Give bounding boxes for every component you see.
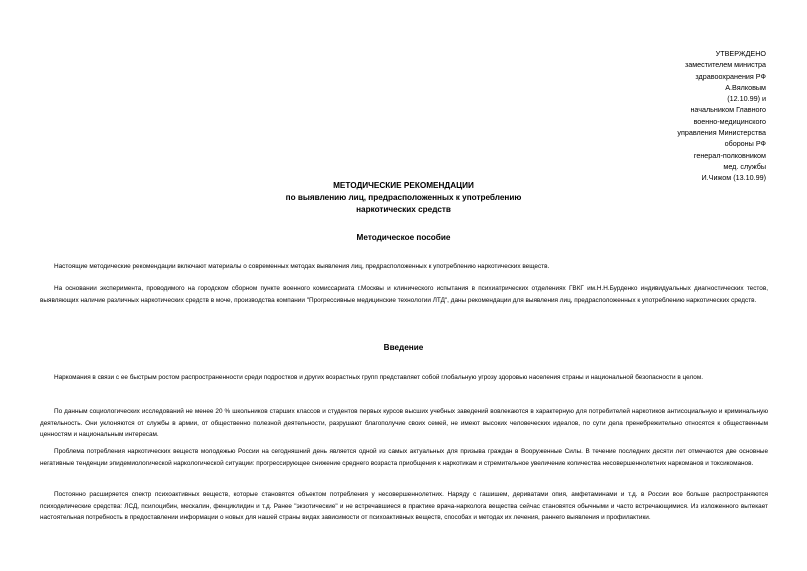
body-paragraph: Постоянно расширяется спектр психоактивных веществ, которые становятся объектом потребления у несовершеннолетних. Наряду с гашишем, дериватами опия, амфетаминами и т.д. в России все больше распространяются психоделические средства: ЛСД, псилоцибин, мескалин, фенциклидин и т.д. Ранее "экзотические" и не встречавшиеся в практике врача-нарколога вещества сейчас становятся обычными и часто встречающимися. Из изложенного вытекает настоятельная потребность в предоставлении информации о новых для нашей страны видах зависимости от психоактивных веществ, способах и методах их лечения, раннего выявления и профилактики.	[40, 491, 768, 521]
title-line: наркотических средств	[356, 205, 451, 214]
approval-line: (12.10.99) и	[727, 94, 766, 104]
approval-line: управления Министерства	[677, 128, 766, 138]
section-heading-introduction: Введение	[383, 343, 424, 352]
approval-line: обороны РФ	[724, 139, 766, 149]
intro-paragraph: На основании эксперимента, проводимого на городском сборном пункте военного комиссариата г.Москвы и клинического испытания в психиатрических отделениях ГВКГ им.Н.Н.Бурденко индивидуальных диагностических тестов, выявляющих наличие различных наркотических средств в моче, производства компании "Прогрессивные медицинские технологии ЛТД", даны рекомендации для выявления лиц, предрасположенных к употреблению наркотических средств.	[40, 285, 768, 304]
approval-line: военно-медицинского	[693, 116, 766, 126]
title-line: МЕТОДИЧЕСКИЕ РЕКОМЕНДАЦИИ	[333, 181, 474, 190]
approval-line: А.Вялковым	[725, 82, 766, 92]
title-line: по выявлению лиц, предрасположенных к употреблению	[285, 193, 522, 202]
approval-line: И.Чижом (13.10.99)	[701, 173, 766, 183]
approval-line: начальником Главного	[690, 105, 766, 115]
document-title	[0, 180, 807, 216]
body-paragraph: Наркомания в связи с ее быстрым ростом распространенности среди подростков и других возрастных групп представляет собой глобальную угрозу здоровью населения страны и национальной безопасности в целом.	[54, 374, 704, 381]
intro-paragraph: Настоящие методические рекомендации включают материалы о современных методах выявления лиц, предрасположенных к употреблению наркотических веществ.	[54, 263, 550, 270]
approval-line: УТВЕРЖДЕНО	[715, 49, 766, 58]
approval-block	[596, 48, 766, 184]
body-paragraph: Проблема потребления наркотических веществ молодежью России на сегодняшний день является одной из самых актуальных для призыва граждан в Вооруженные Силы. В течение последних десяти лет отмечаются две основные негативные тенденции эпидемиологической наркологической ситуации: прогрессирующее снижение среднего возраста приобщения к наркотикам и стремительное увеличение количества несовершеннолетних наркоманов и токсикоманов.	[40, 448, 768, 467]
approval-line: мед. службы	[723, 161, 766, 171]
approval-line: здравоохранения РФ	[695, 71, 766, 81]
approval-line: заместителем министра	[684, 60, 766, 70]
document-subtitle: Методическое пособие	[356, 233, 451, 242]
body-paragraph: По данным социологических исследований не менее 20 % школьников старших классов и студентов первых курсов высших учебных заведений вовлекаются в характерную для потребителей наркотиков антисоциальную и криминальную деятельность. Они уклоняются от службы в армии, от общественно полезной деятельности, разрушают благополучие своих семей, не имеют высоких человеческих идеалов, по сути дела пренебрежительно относятся к общественным ценностям и национальным интересам.	[40, 408, 768, 438]
approval-line: генерал-полковником	[693, 150, 766, 160]
